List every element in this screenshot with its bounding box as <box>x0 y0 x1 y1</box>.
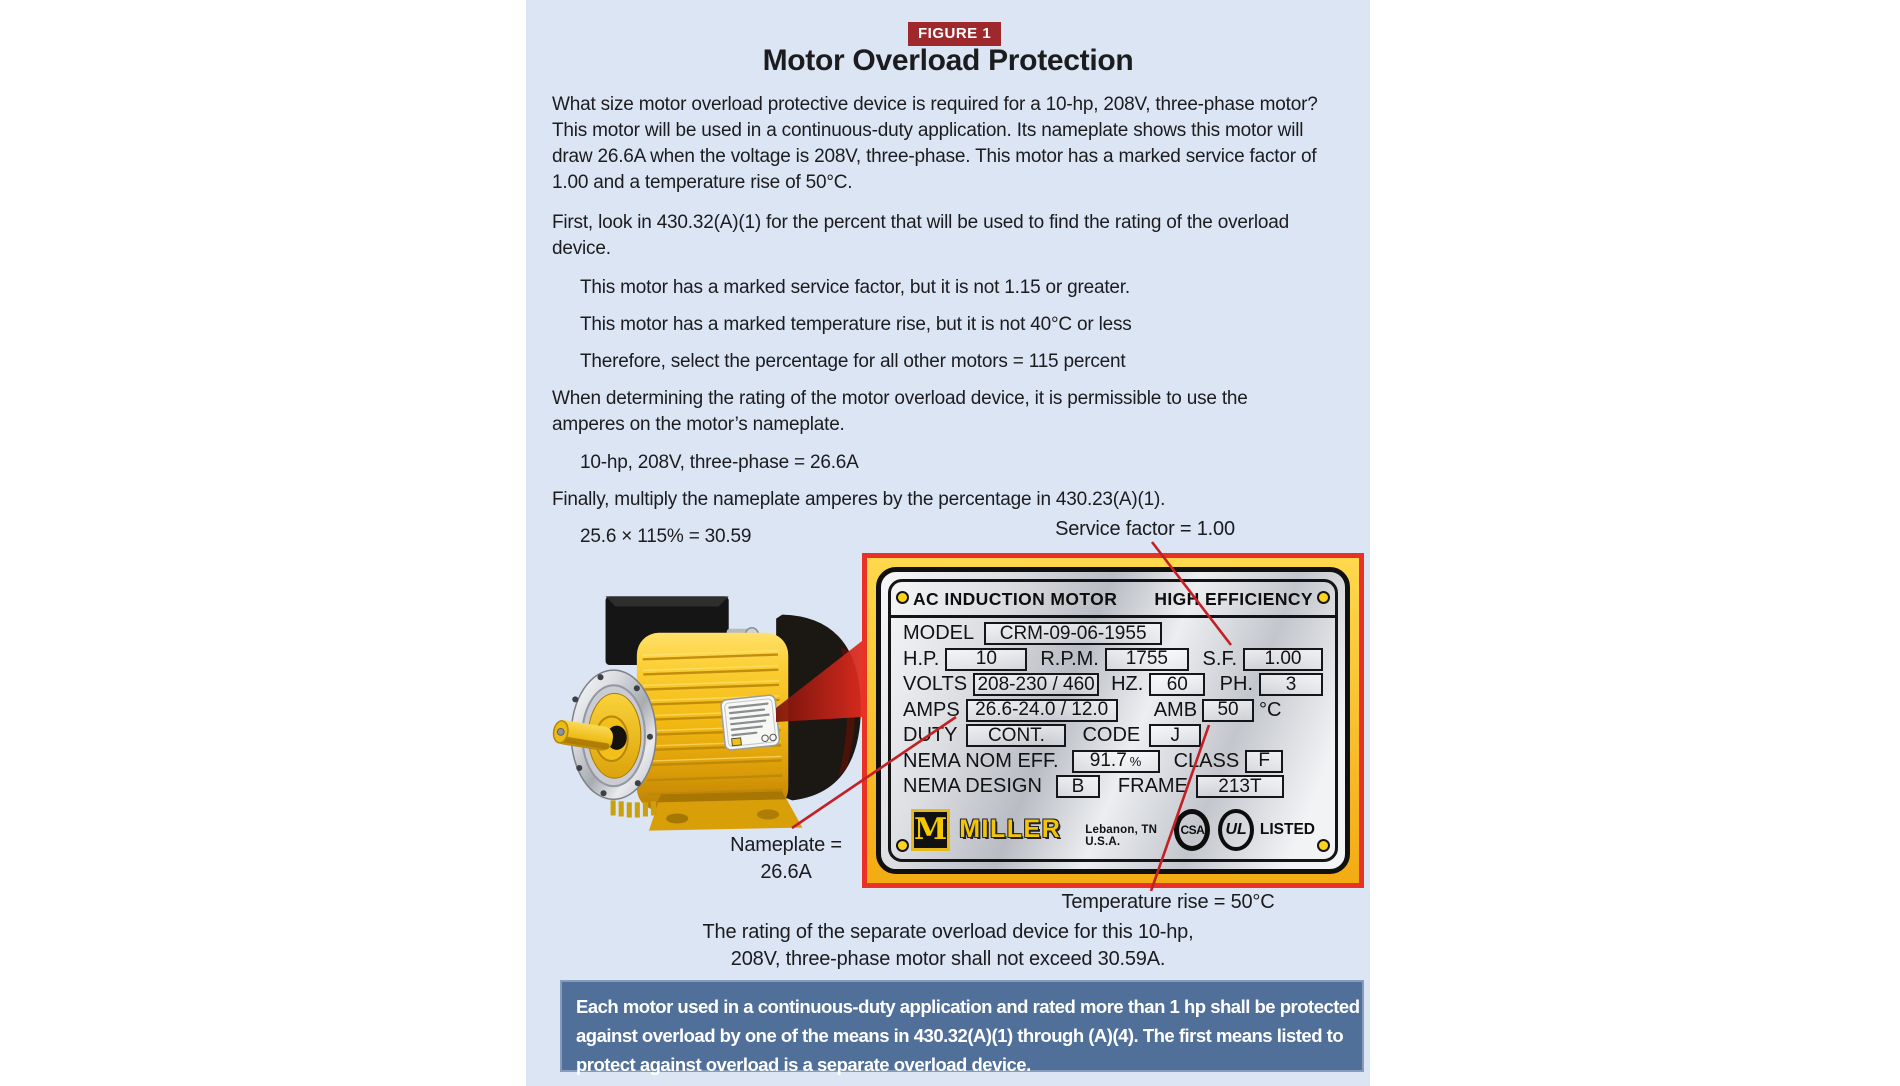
class-value: F <box>1245 750 1283 773</box>
hp-value: 10 <box>945 648 1027 671</box>
eff-unit: % <box>1129 753 1142 769</box>
amps-value: 26.6-24.0 / 12.0 <box>966 699 1118 722</box>
motor-small-nameplate <box>720 695 779 751</box>
screw-top-left <box>896 591 909 604</box>
hz-value: 60 <box>1149 673 1205 696</box>
nameplate-header-right: HIGH EFFICIENCY <box>1154 589 1313 609</box>
code-value: J <box>1149 724 1201 747</box>
row-design-frame: NEMA DESIGN B FRAME 213T <box>903 774 1323 800</box>
indent-service-factor: This motor has a marked service factor, but it is not 1.15 or greater. <box>580 277 1130 298</box>
indent-temperature-rise: This motor has a marked temperature rise, but it is not 40°C or less <box>580 314 1132 335</box>
paragraph-finally: Finally, multiply the nameplate amperes by the percentage in 430.23(A)(1). <box>552 489 1166 510</box>
volts-value: 208-230 / 460 <box>973 673 1099 696</box>
paragraph-question: What size motor overload protective device is required for a 10-hp, 208V, three-phase motor? This motor will be used in a continuous-duty application. Its nameplate shows this motor will draw 26.6A when the voltage is 208V, three-phase. This motor has a marked service factor of 1.00 and a temperature rise of 50°C. <box>552 94 1318 193</box>
duty-value: CONT. <box>966 724 1066 747</box>
amb-unit: °C <box>1259 698 1282 721</box>
figure-title: Motor Overload Protection <box>762 44 1134 77</box>
indent-percentage: Therefore, select the percentage for all other motors = 115 percent <box>580 351 1126 372</box>
ul-listed-label: LISTED <box>1259 820 1315 838</box>
paragraph-first-look: First, look in 430.32(A)(1) for the percent that will be used to find the rating of the overload device. <box>552 212 1289 259</box>
rpm-value: 1755 <box>1105 648 1189 671</box>
miller-monogram-logo: M <box>911 809 950 851</box>
row-duty-code: DUTY CONT. CODE J <box>903 723 1323 749</box>
motor-foot <box>649 791 802 830</box>
nameplate-rows <box>891 618 1335 800</box>
nameplate-yellow-mat <box>867 558 1359 883</box>
row-hp-rpm-sf: H.P. 10 R.P.M. 1755 S.F. 1.00 <box>903 647 1323 673</box>
callout-temperature: Temperature rise = 50°C <box>1061 891 1275 913</box>
indent-calculation: 25.6 × 115% = 30.59 <box>580 526 752 547</box>
csa-logo: CSA <box>1174 809 1210 851</box>
ul-logo: UL <box>1218 809 1254 851</box>
nameplate-plate <box>876 567 1350 874</box>
code-rule-note: Each motor used in a continuous-duty application and rated more than 1 hp shall be protected against overload by one of the means in 430.32(A)(1) through (A)(4). The first means listed to protect against overload is a separate overload device. <box>560 980 1364 1072</box>
row-volts-hz-ph: VOLTS 208-230 / 460 HZ. 60 PH. 3 <box>903 672 1323 698</box>
conclusion-line-1: The rating of the separate overload device for this 10-hp, <box>702 921 1194 943</box>
callout-service-factor: Service factor = 1.00 <box>1055 518 1235 540</box>
row-eff-class: NEMA NOM EFF. 91.7 % CLASS F <box>903 749 1323 775</box>
nameplate-header-left: AC INDUCTION MOTOR <box>913 589 1118 609</box>
frame-value: 213T <box>1196 775 1284 798</box>
model-value: CRM-09-06-1955 <box>984 622 1162 645</box>
conclusion-line-2: 208V, three-phase motor shall not exceed 30.59A. <box>730 948 1166 970</box>
nameplate-brand-row <box>891 800 1335 856</box>
nameplate <box>862 553 1364 888</box>
ph-value: 3 <box>1259 673 1323 696</box>
figure-badge: FIGURE 1 <box>908 22 1001 46</box>
miller-wordmark: MILLER <box>959 815 1062 843</box>
callout-nameplate: Nameplate = 26.6A <box>730 834 842 883</box>
screw-bottom-right <box>1317 839 1330 852</box>
row-amps-amb: AMPS 26.6-24.0 / 12.0 AMB 50 °C <box>903 698 1282 721</box>
sf-value: 1.00 <box>1243 648 1323 671</box>
nameplate-header <box>891 582 1335 615</box>
indent-motor-amps: 10-hp, 208V, three-phase = 26.6A <box>580 452 859 473</box>
design-value: B <box>1056 775 1100 798</box>
nameplate-inner-frame <box>888 579 1338 862</box>
motor-illustration <box>548 588 866 836</box>
screw-bottom-left <box>896 839 909 852</box>
row-model: MODEL CRM-09-06-1955 <box>903 621 1323 647</box>
eff-value: 91.7 % <box>1072 750 1160 773</box>
amb-value: 50 <box>1202 699 1254 722</box>
brand-location: Lebanon, TN U.S.A. <box>1085 823 1158 848</box>
paragraph-when-determining: When determining the rating of the motor overload device, it is permissible to use the amperes on the motor’s nameplate. <box>552 388 1248 435</box>
screw-top-right <box>1317 591 1330 604</box>
